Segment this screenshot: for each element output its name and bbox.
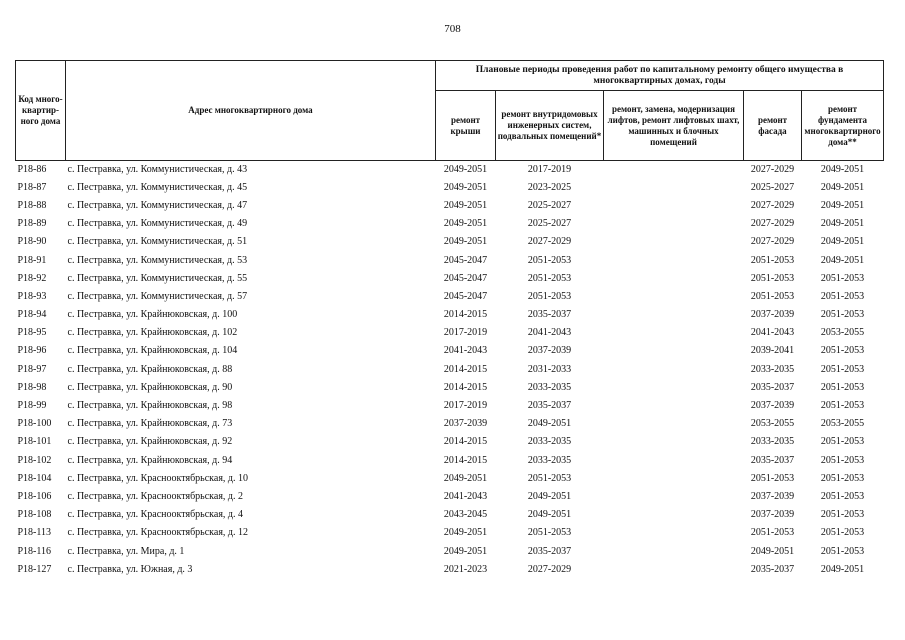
cell-address: с. Пестравка, ул. Коммунистическая, д. 53 — [67, 254, 248, 266]
cell-elevators — [604, 452, 744, 470]
cell-roof: 2045-2047 — [443, 254, 488, 266]
table-row — [16, 433, 884, 451]
table-row — [16, 506, 884, 524]
cell-elevators — [604, 488, 744, 506]
cell-elevators — [604, 306, 744, 324]
table-row — [16, 415, 884, 433]
header-periods-group: Плановые периоды проведения работ по капитальному ремонту общего имущества в многоквартирных домах, годы — [436, 61, 884, 91]
table-row — [16, 306, 884, 324]
cell-address: с. Пестравка, ул. Коммунистическая, д. 49 — [67, 218, 248, 230]
cell-code: Р18-91 — [17, 254, 47, 266]
cell-address: с. Пестравка, ул. Коммунистическая, д. 47 — [67, 199, 248, 211]
cell-facade: 2027-2029 — [750, 164, 795, 176]
header-systems: ремонт внутридомовых инженерных систем, подвальных помещений* — [496, 91, 604, 161]
cell-systems: 2031-2033 — [527, 363, 572, 375]
cell-systems: 2023-2025 — [527, 181, 572, 193]
cell-foundation: 2051-2053 — [820, 381, 865, 393]
cell-address: с. Пестравка, ул. Крайнюковская, д. 94 — [67, 454, 233, 466]
cell-facade: 2051-2053 — [750, 527, 795, 539]
cell-code: Р18-88 — [17, 199, 47, 211]
cell-code: Р18-92 — [17, 272, 47, 284]
cell-systems: 2041-2043 — [527, 327, 572, 339]
cell-foundation: 2049-2051 — [820, 254, 865, 266]
cell-foundation: 2051-2053 — [820, 363, 865, 375]
cell-roof: 2014-2015 — [443, 454, 488, 466]
cell-address: с. Пестравка, ул. Краснооктябрьская, д. 12 — [67, 527, 249, 539]
cell-address: с. Пестравка, ул. Коммунистическая, д. 43 — [67, 164, 248, 176]
cell-systems: 2035-2037 — [527, 545, 572, 557]
cell-code: Р18-90 — [17, 236, 47, 248]
cell-facade: 2051-2053 — [750, 290, 795, 302]
cell-foundation: 2051-2053 — [820, 527, 865, 539]
cell-foundation: 2049-2051 — [820, 199, 865, 211]
cell-address: с. Пестравка, ул. Коммунистическая, д. 57 — [67, 290, 248, 302]
cell-roof: 2017-2019 — [443, 400, 488, 412]
cell-code: Р18-93 — [17, 290, 47, 302]
cell-roof: 2049-2051 — [443, 527, 488, 539]
cell-address: с. Пестравка, ул. Коммунистическая, д. 45 — [67, 181, 248, 193]
cell-systems: 2051-2053 — [527, 527, 572, 539]
cell-code: Р18-106 — [17, 490, 52, 502]
cell-systems: 2051-2053 — [527, 272, 572, 284]
cell-code: Р18-98 — [17, 381, 47, 393]
cell-code: Р18-127 — [17, 563, 52, 575]
cell-address: с. Пестравка, ул. Мира, д. 1 — [67, 545, 185, 557]
table-row — [16, 397, 884, 415]
cell-foundation: 2051-2053 — [820, 490, 865, 502]
cell-code: Р18-97 — [17, 363, 47, 375]
cell-roof: 2049-2051 — [443, 472, 488, 484]
cell-elevators — [604, 524, 744, 542]
cell-facade: 2027-2029 — [750, 236, 795, 248]
cell-facade: 2035-2037 — [750, 381, 795, 393]
cell-elevators — [604, 197, 744, 215]
cell-roof: 2014-2015 — [443, 436, 488, 448]
cell-roof: 2041-2043 — [443, 345, 488, 357]
cell-address: с. Пестравка, ул. Коммунистическая, д. 55 — [67, 272, 248, 284]
cell-elevators — [604, 251, 744, 269]
cell-address: с. Пестравка, ул. Коммунистическая, д. 51 — [67, 236, 248, 248]
cell-systems: 2037-2039 — [527, 345, 572, 357]
cell-elevators — [604, 542, 744, 560]
cell-code: Р18-87 — [17, 181, 47, 193]
cell-foundation: 2049-2051 — [820, 218, 865, 230]
cell-code: Р18-102 — [17, 454, 52, 466]
cell-facade: 2033-2035 — [750, 363, 795, 375]
cell-elevators — [604, 324, 744, 342]
cell-elevators — [604, 433, 744, 451]
cell-roof: 2043-2045 — [443, 509, 488, 521]
cell-code: Р18-96 — [17, 345, 47, 357]
table-row — [16, 561, 884, 579]
cell-roof: 2014-2015 — [443, 381, 488, 393]
cell-address: с. Пестравка, ул. Крайнюковская, д. 98 — [67, 400, 233, 412]
table-row — [16, 524, 884, 542]
table-body — [16, 161, 884, 579]
cell-facade: 2035-2037 — [750, 454, 795, 466]
cell-facade: 2053-2055 — [750, 418, 795, 430]
cell-foundation: 2049-2051 — [820, 164, 865, 176]
cell-elevators — [604, 470, 744, 488]
cell-code: Р18-89 — [17, 218, 47, 230]
cell-foundation: 2049-2051 — [820, 563, 865, 575]
cell-foundation: 2049-2051 — [820, 236, 865, 248]
cell-code: Р18-94 — [17, 309, 47, 321]
cell-facade: 2035-2037 — [750, 563, 795, 575]
cell-elevators — [604, 215, 744, 233]
cell-facade: 2051-2053 — [750, 254, 795, 266]
cell-roof: 2049-2051 — [443, 199, 488, 211]
cell-elevators — [604, 342, 744, 360]
cell-systems: 2027-2029 — [527, 236, 572, 248]
header-address: Адрес многоквартирного дома — [66, 61, 436, 161]
cell-facade: 2037-2039 — [750, 400, 795, 412]
header-elevators: ремонт, замена, модернизация лифтов, ремонт лифтовых шахт, машинных и блочных помещений — [604, 91, 744, 161]
cell-address: с. Пестравка, ул. Крайнюковская, д. 102 — [67, 327, 238, 339]
cell-systems: 2049-2051 — [527, 509, 572, 521]
cell-facade: 2027-2029 — [750, 218, 795, 230]
cell-roof: 2049-2051 — [443, 545, 488, 557]
cell-elevators — [604, 561, 744, 579]
cell-roof: 2037-2039 — [443, 418, 488, 430]
cell-foundation: 2051-2053 — [820, 509, 865, 521]
table-row — [16, 288, 884, 306]
cell-systems: 2033-2035 — [527, 381, 572, 393]
cell-systems: 2027-2029 — [527, 563, 572, 575]
cell-foundation: 2051-2053 — [820, 454, 865, 466]
cell-foundation: 2051-2053 — [820, 400, 865, 412]
cell-address: с. Пестравка, ул. Крайнюковская, д. 73 — [67, 418, 233, 430]
cell-facade: 2025-2027 — [750, 181, 795, 193]
cell-address: с. Пестравка, ул. Крайнюковская, д. 92 — [67, 436, 233, 448]
cell-code: Р18-86 — [17, 164, 47, 176]
cell-systems: 2025-2027 — [527, 218, 572, 230]
table-row — [16, 197, 884, 215]
cell-roof: 2021-2023 — [443, 563, 488, 575]
cell-systems: 2033-2035 — [527, 436, 572, 448]
cell-foundation: 2053-2055 — [820, 327, 865, 339]
cell-foundation: 2051-2053 — [820, 272, 865, 284]
cell-systems: 2049-2051 — [527, 490, 572, 502]
table-row — [16, 379, 884, 397]
table-row — [16, 361, 884, 379]
cell-roof: 2041-2043 — [443, 490, 488, 502]
cell-facade: 2049-2051 — [750, 545, 795, 557]
cell-code: Р18-104 — [17, 472, 52, 484]
cell-systems: 2051-2053 — [527, 254, 572, 266]
cell-systems: 2025-2027 — [527, 199, 572, 211]
cell-address: с. Пестравка, ул. Крайнюковская, д. 100 — [67, 309, 238, 321]
cell-code: Р18-100 — [17, 418, 52, 430]
cell-facade: 2037-2039 — [750, 309, 795, 321]
table-row — [16, 161, 884, 179]
cell-roof: 2014-2015 — [443, 309, 488, 321]
header-roof: ремонт крыши — [436, 91, 496, 161]
cell-elevators — [604, 506, 744, 524]
cell-elevators — [604, 161, 744, 179]
table-row — [16, 470, 884, 488]
cell-address: с. Пестравка, ул. Краснооктябрьская, д. 2 — [67, 490, 244, 502]
cell-elevators — [604, 179, 744, 197]
cell-foundation: 2049-2051 — [820, 181, 865, 193]
cell-elevators — [604, 270, 744, 288]
cell-address: с. Пестравка, ул. Краснооктябрьская, д. 10 — [67, 472, 249, 484]
cell-code: Р18-113 — [17, 527, 52, 539]
cell-code: Р18-108 — [17, 509, 52, 521]
cell-roof: 2014-2015 — [443, 363, 488, 375]
table-row — [16, 452, 884, 470]
table-row — [16, 542, 884, 560]
cell-code: Р18-116 — [17, 545, 52, 557]
cell-address: с. Пестравка, ул. Крайнюковская, д. 88 — [67, 363, 233, 375]
header-foundation: ремонт фундамента многоквартирного дома** — [802, 91, 884, 161]
table-row — [16, 324, 884, 342]
cell-systems: 2033-2035 — [527, 454, 572, 466]
cell-code: Р18-99 — [17, 400, 47, 412]
cell-roof: 2049-2051 — [443, 181, 488, 193]
cell-foundation: 2051-2053 — [820, 290, 865, 302]
page-number: 708 — [444, 23, 461, 35]
cell-address: с. Пестравка, ул. Крайнюковская, д. 104 — [67, 345, 238, 357]
table-row — [16, 215, 884, 233]
cell-facade: 2037-2039 — [750, 490, 795, 502]
cell-roof: 2049-2051 — [443, 164, 488, 176]
table-row — [16, 179, 884, 197]
cell-roof: 2049-2051 — [443, 236, 488, 248]
cell-code: Р18-101 — [17, 436, 52, 448]
cell-roof: 2045-2047 — [443, 290, 488, 302]
cell-address: с. Пестравка, ул. Краснооктябрьская, д. 4 — [67, 509, 244, 521]
capital-repair-table-container — [15, 60, 883, 579]
cell-facade: 2027-2029 — [750, 199, 795, 211]
cell-foundation: 2051-2053 — [820, 472, 865, 484]
cell-roof: 2049-2051 — [443, 218, 488, 230]
cell-facade: 2037-2039 — [750, 509, 795, 521]
cell-elevators — [604, 361, 744, 379]
cell-foundation: 2051-2053 — [820, 545, 865, 557]
table-row — [16, 251, 884, 269]
cell-foundation: 2051-2053 — [820, 345, 865, 357]
cell-systems: 2051-2053 — [527, 290, 572, 302]
cell-facade: 2051-2053 — [750, 272, 795, 284]
cell-systems: 2035-2037 — [527, 400, 572, 412]
cell-foundation: 2053-2055 — [820, 418, 865, 430]
cell-systems: 2017-2019 — [527, 164, 572, 176]
table-header — [16, 61, 884, 161]
table-row — [16, 270, 884, 288]
cell-systems: 2051-2053 — [527, 472, 572, 484]
table-row — [16, 342, 884, 360]
cell-systems: 2035-2037 — [527, 309, 572, 321]
cell-address: с. Пестравка, ул. Крайнюковская, д. 90 — [67, 381, 233, 393]
cell-elevators — [604, 415, 744, 433]
cell-roof: 2017-2019 — [443, 327, 488, 339]
cell-foundation: 2051-2053 — [820, 436, 865, 448]
cell-code: Р18-95 — [17, 327, 47, 339]
cell-facade: 2039-2041 — [750, 345, 795, 357]
table-row — [16, 488, 884, 506]
cell-address: с. Пестравка, ул. Южная, д. 3 — [67, 563, 193, 575]
header-facade: ремонт фасада — [744, 91, 802, 161]
cell-foundation: 2051-2053 — [820, 309, 865, 321]
table-row — [16, 233, 884, 251]
cell-elevators — [604, 397, 744, 415]
cell-facade: 2051-2053 — [750, 472, 795, 484]
capital-repair-table — [15, 60, 884, 579]
cell-elevators — [604, 288, 744, 306]
cell-elevators — [604, 379, 744, 397]
cell-roof: 2045-2047 — [443, 272, 488, 284]
header-code: Код много-квартир-ного дома — [16, 61, 66, 161]
cell-facade: 2033-2035 — [750, 436, 795, 448]
cell-systems: 2049-2051 — [527, 418, 572, 430]
cell-elevators — [604, 233, 744, 251]
cell-facade: 2041-2043 — [750, 327, 795, 339]
